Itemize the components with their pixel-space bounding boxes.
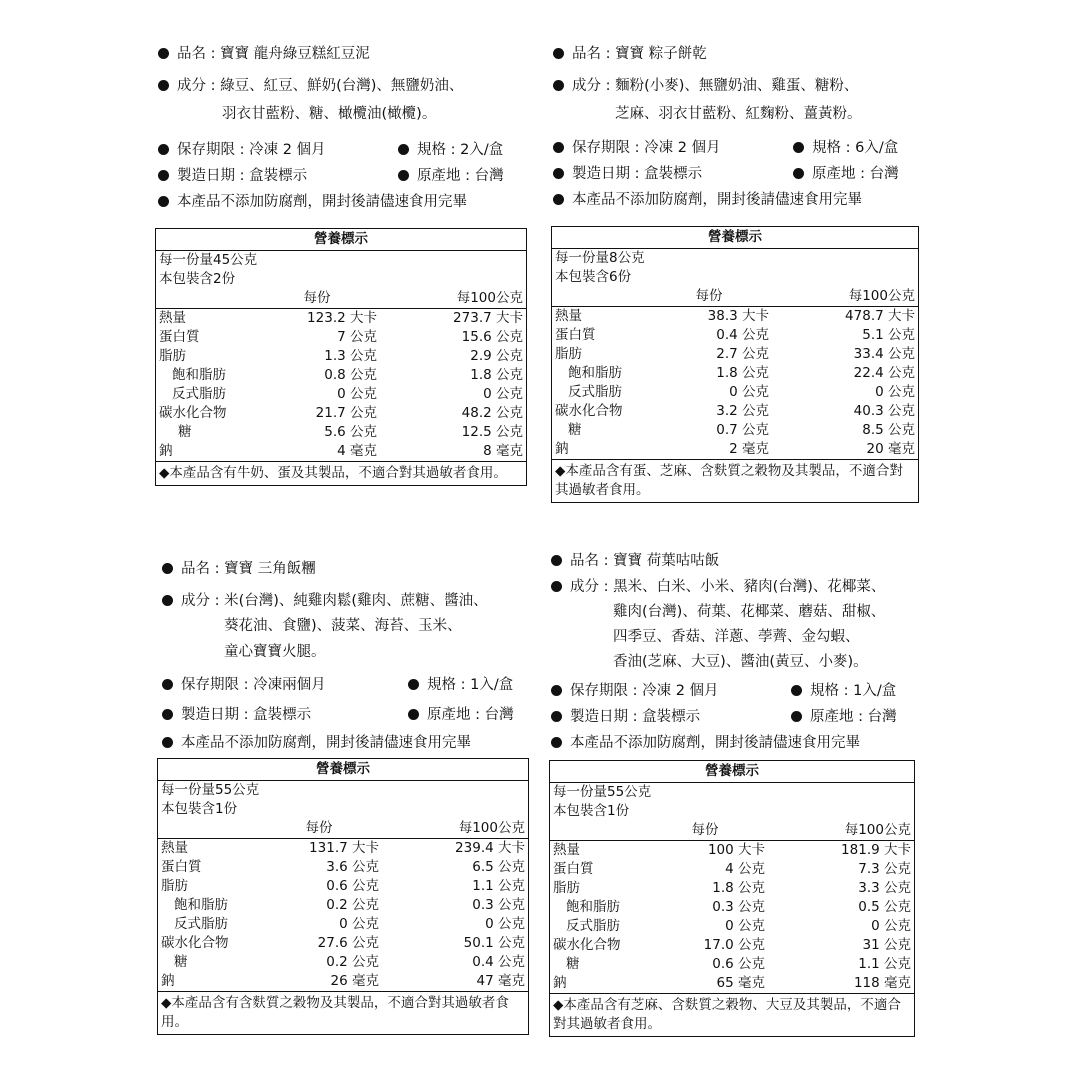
nutrient-row: 熱量 131.7 大卡 239.4 大卡: [161, 840, 525, 856]
serving-size: 每一份量45公克: [159, 252, 258, 268]
nutrient-row: 反式脂肪 0 公克 0 公克: [172, 386, 523, 402]
col-per-serving: 每份: [646, 287, 772, 307]
nutrient-row: 糖 5.6 公克 12.5 公克: [178, 424, 523, 440]
product-name: 品名 : 寶寶 三角飯糰: [162, 557, 316, 578]
ingredients: 成分 : 黑米、白米、小米、豬肉(台灣)、花椰菜、: [551, 575, 885, 596]
bullet-icon: [158, 170, 169, 181]
bullet-icon: [158, 144, 169, 155]
col-per-100g: 每100公克: [380, 289, 527, 309]
origin: 原產地 : 台灣: [793, 162, 899, 183]
nutrient-row: 熱量 123.2 大卡 273.7 大卡: [159, 310, 523, 326]
nutrient-row: 熱量 38.3 大卡 478.7 大卡: [555, 308, 915, 324]
nutrient-row: 飽和脂肪 0.2 公克 0.3 公克: [174, 897, 525, 913]
nutrient-row: 碳水化合物 17.0 公克 31 公克: [553, 937, 911, 953]
bullet-icon: [398, 170, 409, 181]
nutrient-row: 飽和脂肪 0.8 公克 1.8 公克: [172, 367, 523, 383]
ingredients-continued: 羽衣甘藍粉、糖、橄欖油(橄欖)。: [222, 106, 437, 122]
product-name: 品名 : 寶寶 荷葉咕咕飯: [551, 549, 719, 570]
serving-size: 每一份量8公克: [555, 250, 645, 266]
nutrition-title: 營養標示: [550, 761, 915, 783]
nutrient-row: 碳水化合物 27.6 公克 50.1 公克: [161, 935, 525, 951]
preservative-note: 本產品不添加防腐劑，開封後請儘速食用完畢: [158, 190, 467, 211]
manufacture-date: 製造日期 : 盒裝標示: [158, 164, 307, 185]
nutrient-row: 蛋白質 0.4 公克 5.1 公克: [555, 327, 915, 343]
manufacture-date: 製造日期 : 盒裝標示: [551, 705, 700, 726]
bullet-icon: [553, 48, 564, 59]
nutrient-row: 鈉 2 毫克 20 毫克: [552, 440, 919, 460]
origin: 原產地 : 台灣: [398, 164, 504, 185]
allergen-warning: ◆本產品含有牛奶、蛋及其製品，不適合對其過敏者食用。: [159, 465, 507, 481]
nutrition-title: 營養標示: [158, 759, 529, 781]
ingredients: 成分 : 綠豆、紅豆、鮮奶(台灣)、無鹽奶油、: [158, 74, 463, 95]
bullet-icon: [162, 709, 173, 720]
spec: 規格 : 2入/盒: [398, 138, 503, 159]
nutrition-title: 營養標示: [156, 229, 527, 251]
servings-per-package: 本包裝含2份: [159, 271, 236, 287]
preservative-note: 本產品不添加防腐劑，開封後請儘速食用完畢: [551, 731, 860, 752]
bullet-icon: [793, 142, 804, 153]
bullet-icon: [553, 168, 564, 179]
preservative-note: 本產品不添加防腐劑，開封後請儘速食用完畢: [162, 731, 471, 752]
nutrition-table-1: [155, 228, 527, 486]
bullet-icon: [408, 679, 419, 690]
spec: 規格 : 1入/盒: [408, 673, 513, 694]
col-per-serving: 每份: [254, 289, 380, 309]
product-name: 品名 : 寶寶 粽子餅乾: [553, 42, 707, 63]
nutrient-row: 脂肪 0.6 公克 1.1 公克: [161, 878, 525, 894]
nutrient-row: 鈉 4 毫克 8 毫克: [156, 442, 527, 462]
nutrient-row: 蛋白質 4 公克 7.3 公克: [553, 861, 911, 877]
bullet-icon: [551, 581, 562, 592]
bullet-icon: [791, 685, 802, 696]
servings-per-package: 本包裝含1份: [161, 801, 238, 817]
ingredients: 成分 : 米(台灣)、純雞肉鬆(雞肉、蔗糖、醬油、: [162, 589, 488, 610]
col-per-100g: 每100公克: [382, 819, 529, 839]
origin: 原產地 : 台灣: [791, 705, 897, 726]
ingredients-continued: 童心寶寶火腿。: [224, 644, 326, 660]
preservative-note: 本產品不添加防腐劑，開封後請儘速食用完畢: [553, 188, 862, 209]
shelf-life: 保存期限 : 冷凍 2 個月: [551, 679, 719, 700]
nutrition-table-2: [551, 226, 919, 503]
bullet-icon: [553, 194, 564, 205]
bullet-icon: [162, 737, 173, 748]
allergen-warning: ◆本產品含有芝麻、含麩質之穀物、大豆及其製品，不適合對其過敏者食用。: [553, 997, 901, 1032]
bullet-icon: [398, 144, 409, 155]
col-per-serving: 每份: [256, 819, 382, 839]
col-per-100g: 每100公克: [772, 287, 919, 307]
nutrition-title: 營養標示: [552, 227, 919, 249]
bullet-icon: [551, 737, 562, 748]
nutrient-row: 碳水化合物 21.7 公克 48.2 公克: [159, 405, 523, 421]
nutrient-row: 脂肪 1.3 公克 2.9 公克: [159, 348, 523, 364]
nutrient-row: 碳水化合物 3.2 公克 40.3 公克: [555, 403, 915, 419]
nutrient-row: 反式脂肪 0 公克 0 公克: [568, 384, 915, 400]
nutrition-table-3: [157, 758, 529, 1035]
col-per-serving: 每份: [642, 821, 768, 841]
ingredients-continued: 雞肉(台灣)、荷葉、花椰菜、蘑菇、甜椒、: [613, 604, 886, 620]
nutrient-row: 糖 0.7 公克 8.5 公克: [568, 422, 915, 438]
nutrition-table-4: [549, 760, 915, 1037]
bullet-icon: [408, 709, 419, 720]
bullet-icon: [162, 563, 173, 574]
product-name: 品名 : 寶寶 龍舟綠豆糕紅豆泥: [158, 42, 370, 63]
shelf-life: 保存期限 : 冷凍兩個月: [162, 673, 326, 694]
ingredients-continued: 芝麻、羽衣甘藍粉、紅麴粉、薑黃粉。: [615, 106, 862, 122]
allergen-warning: ◆本產品含有含麩質之穀物及其製品，不適合對其過敏者食用。: [161, 995, 509, 1030]
nutrient-row: 飽和脂肪 1.8 公克 22.4 公克: [568, 365, 915, 381]
nutrient-row: 鈉 65 毫克 118 毫克: [550, 974, 915, 994]
bullet-icon: [158, 196, 169, 207]
manufacture-date: 製造日期 : 盒裝標示: [162, 703, 311, 724]
bullet-icon: [553, 80, 564, 91]
nutrient-row: 脂肪 2.7 公克 33.4 公克: [555, 346, 915, 362]
spec: 規格 : 6入/盒: [793, 136, 898, 157]
manufacture-date: 製造日期 : 盒裝標示: [553, 162, 702, 183]
bullet-icon: [162, 679, 173, 690]
nutrient-row: 鈉 26 毫克 47 毫克: [158, 972, 529, 992]
nutrient-row: 脂肪 1.8 公克 3.3 公克: [553, 880, 911, 896]
bullet-icon: [551, 685, 562, 696]
bullet-icon: [158, 80, 169, 91]
servings-per-package: 本包裝含1份: [553, 803, 630, 819]
ingredients-continued: 葵花油、食鹽)、菠菜、海苔、玉米、: [224, 618, 462, 634]
bullet-icon: [158, 48, 169, 59]
origin: 原產地 : 台灣: [408, 703, 514, 724]
bullet-icon: [162, 595, 173, 606]
ingredients: 成分 : 麵粉(小麥)、無鹽奶油、雞蛋、糖粉、: [553, 74, 858, 95]
bullet-icon: [793, 168, 804, 179]
bullet-icon: [791, 711, 802, 722]
nutrient-row: 飽和脂肪 0.3 公克 0.5 公克: [566, 899, 911, 915]
serving-size: 每一份量55公克: [161, 782, 260, 798]
nutrient-row: 糖 0.6 公克 1.1 公克: [566, 956, 911, 972]
bullet-icon: [551, 711, 562, 722]
shelf-life: 保存期限 : 冷凍 2 個月: [553, 136, 721, 157]
nutrient-row: 蛋白質 3.6 公克 6.5 公克: [161, 859, 525, 875]
servings-per-package: 本包裝含6份: [555, 269, 632, 285]
nutrient-row: 糖 0.2 公克 0.4 公克: [174, 954, 525, 970]
ingredients-continued: 四季豆、香菇、洋蔥、荸薺、金勾蝦、: [613, 629, 860, 645]
nutrient-row: 反式脂肪 0 公克 0 公克: [174, 916, 525, 932]
col-per-100g: 每100公克: [768, 821, 915, 841]
nutrient-row: 反式脂肪 0 公克 0 公克: [566, 918, 911, 934]
bullet-icon: [551, 555, 562, 566]
ingredients-continued: 香油(芝麻、大豆)、醬油(黃豆、小麥)。: [613, 654, 868, 670]
bullet-icon: [553, 142, 564, 153]
nutrient-row: 熱量 100 大卡 181.9 大卡: [553, 842, 911, 858]
allergen-warning: ◆本產品含有蛋、芝麻、含麩質之穀物及其製品，不適合對其過敏者食用。: [555, 463, 903, 498]
shelf-life: 保存期限 : 冷凍 2 個月: [158, 138, 326, 159]
serving-size: 每一份量55公克: [553, 784, 652, 800]
nutrient-row: 蛋白質 7 公克 15.6 公克: [159, 329, 523, 345]
spec: 規格 : 1入/盒: [791, 679, 896, 700]
